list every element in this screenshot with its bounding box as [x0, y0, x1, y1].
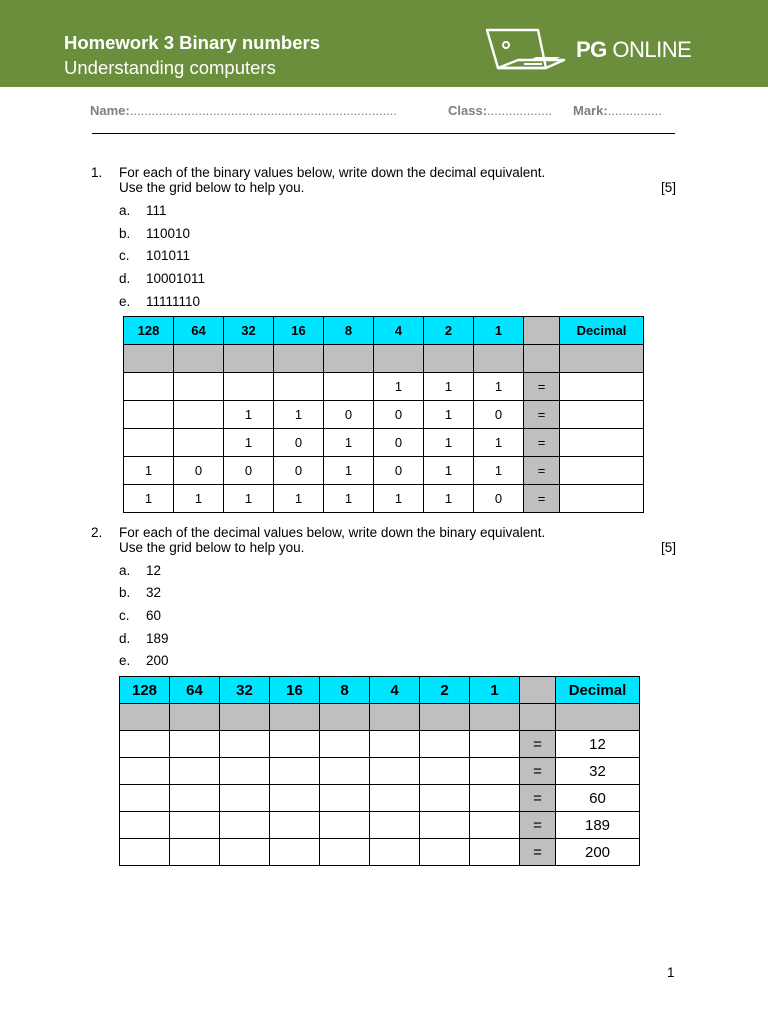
decimal-value-cell: 60 [556, 785, 640, 812]
question-2-item: c. 60 [119, 608, 162, 623]
bit-cell[interactable] [270, 839, 320, 866]
question-2-marks: [5] [660, 540, 676, 555]
equals-cell: = [524, 429, 560, 457]
bit-cell[interactable] [220, 731, 270, 758]
grid-header-row [124, 317, 644, 345]
bit-cell[interactable] [420, 812, 470, 839]
place-value-cell: 1 [470, 677, 520, 704]
place-value-cell: 128 [120, 677, 170, 704]
brand-logo-text: PG ONLINE [576, 37, 692, 62]
page-subtitle: Understanding computers [64, 57, 276, 78]
bit-cell[interactable] [370, 731, 420, 758]
bit-cell[interactable] [320, 785, 370, 812]
decimal-value-cell: 200 [556, 839, 640, 866]
equals-cell: = [520, 758, 556, 785]
question-1-item: c. 101011 [119, 248, 191, 263]
bit-cell[interactable] [120, 812, 170, 839]
equals-cell: = [524, 373, 560, 401]
blank-header-cell [524, 317, 560, 345]
place-value-cell: 2 [424, 317, 474, 345]
question-2-line-1: For each of the decimal values below, write down the binary equivalent. [119, 525, 546, 540]
equals-cell: = [524, 457, 560, 485]
bit-cell[interactable] [370, 758, 420, 785]
bit-cell[interactable] [420, 785, 470, 812]
name-field: Name:.......................................................................... [90, 103, 398, 118]
decimal-value-cell: 12 [556, 731, 640, 758]
class-field: Class:.................. [448, 103, 553, 118]
bit-cell[interactable] [370, 785, 420, 812]
bit-cell[interactable] [420, 839, 470, 866]
place-value-cell: 64 [174, 317, 224, 345]
bit-cell[interactable] [320, 839, 370, 866]
bit-cell[interactable] [220, 839, 270, 866]
question-1-number: 1. [91, 165, 103, 180]
bit-cell[interactable] [270, 785, 320, 812]
question-1-line-2: Use the grid below to help you. [119, 180, 305, 195]
place-value-cell: 32 [220, 677, 270, 704]
equals-cell: = [520, 785, 556, 812]
bit-cell[interactable] [120, 758, 170, 785]
bit-cell[interactable] [270, 812, 320, 839]
bit-cell[interactable] [420, 731, 470, 758]
answer-cell[interactable] [560, 401, 644, 429]
table-row: 1 1 0 0 1 0 = [124, 401, 644, 429]
table-row [120, 839, 640, 866]
question-2-number: 2. [91, 525, 103, 540]
bit-cell[interactable] [370, 812, 420, 839]
bit-cell[interactable] [170, 839, 220, 866]
place-value-cell: 16 [270, 677, 320, 704]
question-1-marks: [5] [660, 180, 676, 195]
page-number: 1 [667, 965, 675, 980]
table-row [120, 758, 640, 785]
page-title: Homework 3 Binary numbers [64, 32, 320, 53]
bit-cell[interactable] [470, 731, 520, 758]
place-value-cell: 128 [124, 317, 174, 345]
table-row: 1 1 1 1 1 1 1 0 = [124, 485, 644, 513]
bit-cell[interactable] [170, 731, 220, 758]
question-1-item: e. 11111110 [119, 294, 201, 309]
bit-cell[interactable] [120, 785, 170, 812]
table-row [120, 731, 640, 758]
bit-cell[interactable] [470, 758, 520, 785]
bit-cell[interactable] [120, 839, 170, 866]
place-value-cell: 2 [420, 677, 470, 704]
blank-header-cell [520, 677, 556, 704]
bit-cell[interactable] [320, 758, 370, 785]
question-1-item: d. 10001011 [119, 271, 206, 286]
bit-cell[interactable] [170, 785, 220, 812]
decimal-header-cell: Decimal [560, 317, 644, 345]
equals-cell: = [520, 839, 556, 866]
place-value-cell: 1 [474, 317, 524, 345]
bit-cell[interactable] [320, 812, 370, 839]
place-value-cell: 8 [324, 317, 374, 345]
place-value-cell: 32 [224, 317, 274, 345]
place-value-cell: 64 [170, 677, 220, 704]
question-2-item: b. 32 [119, 585, 162, 600]
place-value-cell: 4 [370, 677, 420, 704]
grid-shaded-row [120, 704, 640, 731]
answer-cell[interactable] [560, 429, 644, 457]
bit-cell[interactable] [420, 758, 470, 785]
answer-cell[interactable] [560, 373, 644, 401]
bit-cell[interactable] [220, 758, 270, 785]
table-row [120, 812, 640, 839]
question-2-line-2: Use the grid below to help you. [119, 540, 305, 555]
decimal-value-cell: 32 [556, 758, 640, 785]
question-2-item: e. 200 [119, 653, 169, 668]
place-value-cell: 4 [374, 317, 424, 345]
equals-cell: = [524, 485, 560, 513]
binary-to-decimal-grid [123, 316, 644, 513]
equals-cell: = [520, 731, 556, 758]
bit-cell[interactable] [370, 839, 420, 866]
grid-header-row [120, 677, 640, 704]
table-row: 1 0 1 0 1 1 = [124, 429, 644, 457]
bit-cell[interactable] [270, 731, 320, 758]
equals-cell: = [520, 812, 556, 839]
bit-cell[interactable] [470, 812, 520, 839]
decimal-to-binary-grid [119, 676, 640, 866]
place-value-cell: 8 [320, 677, 370, 704]
decimal-value-cell: 189 [556, 812, 640, 839]
bit-cell[interactable] [120, 731, 170, 758]
mark-field: Mark:............... [573, 103, 662, 118]
decimal-header-cell: Decimal [556, 677, 640, 704]
bit-cell[interactable] [220, 785, 270, 812]
question-1-line-1: For each of the binary values below, write down the decimal equivalent. [119, 165, 546, 180]
table-row [120, 785, 640, 812]
answer-cell[interactable] [560, 485, 644, 513]
table-row: 1 1 1 = [124, 373, 644, 401]
bit-cell[interactable] [170, 812, 220, 839]
place-value-cell: 16 [274, 317, 324, 345]
answer-cell[interactable] [560, 457, 644, 485]
laptop-icon [484, 26, 566, 74]
bit-cell[interactable] [470, 839, 520, 866]
table-row: 1 0 0 0 1 0 1 1 = [124, 457, 644, 485]
bit-cell[interactable] [170, 758, 220, 785]
question-2-item: d. 189 [119, 631, 169, 646]
bit-cell[interactable] [470, 785, 520, 812]
question-2-item: a. 12 [119, 563, 162, 578]
bit-cell[interactable] [270, 758, 320, 785]
bit-cell[interactable] [320, 731, 370, 758]
question-1-item: a. 111 [119, 203, 167, 218]
equals-cell: = [524, 401, 560, 429]
header-divider [92, 133, 675, 134]
question-1-item: b. 110010 [119, 226, 191, 241]
grid-shaded-row [124, 345, 644, 373]
bit-cell[interactable] [220, 812, 270, 839]
